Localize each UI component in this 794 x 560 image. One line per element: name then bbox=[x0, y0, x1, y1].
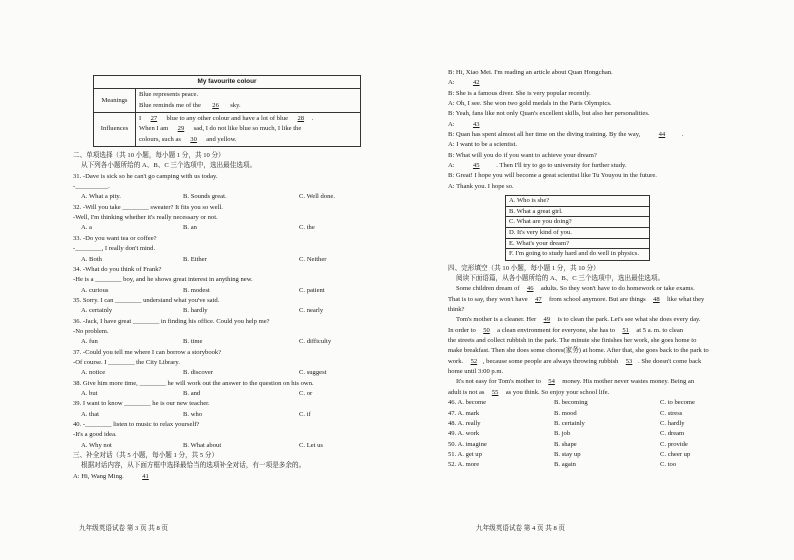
cloze-option-a[interactable]: 48. A. really bbox=[448, 419, 481, 427]
q36: 36. -Jack, I have great ________ in finding his office. Could you help me? -No problem. A. fun B. time C. difficulty bbox=[73, 317, 365, 348]
blank-50[interactable]: 50 bbox=[483, 326, 490, 334]
passage-line: work. 52 , because some people are always throwing rubbish 53 . She doesn't come back bbox=[448, 357, 746, 367]
cloze-option-a[interactable]: 46. A. become bbox=[448, 399, 487, 407]
influences-cell: I 27 blue to any other colour and have a lot of blue 28 . When I am 29 sad, I do not like blue so much, I like the colours, such as 30 and yellow. bbox=[136, 113, 361, 147]
blank-30[interactable]: 30 bbox=[190, 135, 197, 143]
cloze-option-row bbox=[448, 409, 746, 419]
q33-options: A. Both B. Either C. Neither bbox=[81, 255, 327, 263]
q32-options: A. a B. an C. the bbox=[81, 224, 315, 232]
cloze-option-b[interactable]: B. certainly bbox=[554, 419, 585, 427]
q31-options: A. What a pity. B. Sounds great. C. Well done. bbox=[81, 193, 335, 201]
passage-line: make breakfast. Then she does some chores(家务) at home. After that, she goes back to the park to bbox=[448, 347, 709, 355]
q36-options: A. fun B. time C. difficulty bbox=[81, 338, 332, 346]
passage-line: In order to 50 a clean environment for everyone, she has to 51 at 5 a. m. to clean bbox=[448, 326, 746, 336]
option-a[interactable]: A. Who is she? bbox=[506, 196, 649, 207]
q40: 40. -________ listen to music to relax yourself? -It's a good idea. A. Why not B. What about C. Let us bbox=[73, 420, 365, 451]
cloze-passage bbox=[448, 284, 746, 398]
q31-answer-blank[interactable]: __________. bbox=[75, 183, 110, 191]
table-title: My favourite colour bbox=[94, 76, 361, 89]
option-d[interactable]: D. It's very kind of you. bbox=[506, 228, 649, 239]
blank-44[interactable]: 44 bbox=[658, 131, 666, 139]
cloze-option-b[interactable]: B. stay up bbox=[554, 450, 581, 458]
cloze-option-row bbox=[448, 398, 746, 408]
blank-55[interactable]: 55 bbox=[491, 388, 499, 396]
passage-line: It's not easy for Tom's mother to 54 money. His mother never wastes money. Being an bbox=[448, 377, 746, 387]
blank-49[interactable]: 49 bbox=[543, 316, 551, 324]
blank-27[interactable]: 27 bbox=[150, 115, 158, 123]
q32: 32. -Will you take ________ sweater? It fits you so well. -Well, I'm thinking whether it's really necessary or not. A. a B. an C. the bbox=[73, 203, 365, 234]
page-4-footer: 九年级英语试卷 第 4 页 共 8 页 bbox=[476, 525, 566, 532]
cloze-option-b[interactable]: B. job bbox=[554, 430, 571, 438]
q39-options: A. that B. who C. if bbox=[81, 410, 311, 418]
exam-page-4 bbox=[397, 0, 794, 560]
section-4-title: 四、完形填空（共 10 小题，每小题 1 分，共 10 分） bbox=[448, 264, 600, 272]
option-b[interactable]: B. What a great girl. bbox=[506, 207, 649, 218]
q31: 31. -Dave is sick so he can't go camping with us today. -__________. A. What a pity. B. Sounds great. C. Well done. bbox=[73, 172, 365, 203]
blank-43[interactable]: 43 bbox=[472, 120, 480, 128]
cloze-option-c[interactable]: C. dream bbox=[660, 430, 685, 438]
cloze-option-c[interactable]: C. to become bbox=[660, 399, 695, 407]
cloze-option-c[interactable]: C. cheer up bbox=[660, 450, 691, 458]
passage-line: Some children dream of 46 adults. So they won't have to do homework or take exams. bbox=[448, 284, 746, 294]
cloze-option-b[interactable]: B. mood bbox=[554, 409, 577, 417]
section-3-title: 三、补全对话（共 5 小题，每小题 1 分，共 5 分） bbox=[73, 452, 219, 460]
blank-51[interactable]: 51 bbox=[622, 326, 629, 334]
option-e[interactable]: E. What's your dream? bbox=[506, 239, 649, 250]
meanings-header: Meanings bbox=[94, 89, 136, 113]
q33: 33. -Do you want tea or coffee? -________, I really don't mind. A. Both B. Either C. Neither bbox=[73, 234, 365, 265]
blank-46[interactable]: 46 bbox=[526, 285, 534, 293]
blank-41[interactable]: 41 bbox=[142, 472, 149, 480]
cloze-option-row bbox=[448, 460, 746, 470]
q37-options: A. notice B. discover C. suggest bbox=[81, 369, 327, 377]
influences-header: Influences bbox=[94, 113, 136, 147]
blank-42[interactable]: 42 bbox=[472, 79, 480, 87]
page-3-content bbox=[73, 68, 365, 482]
cloze-option-b[interactable]: B. again bbox=[554, 461, 576, 469]
q34: 34. -What do you think of Frank? -He is a ________ boy, and he shows great interest in anything new. A. curious B. modest C. patient bbox=[73, 265, 365, 296]
section-2-title: 二、单项选择（共 10 小题，每小题 1 分，共 10 分） bbox=[73, 152, 225, 160]
cloze-options bbox=[448, 398, 746, 470]
q40-options: A. Why not B. What about C. Let us bbox=[81, 441, 323, 449]
q38-options: A. but B. and C. or bbox=[81, 389, 313, 397]
dialogue-options-box bbox=[505, 195, 650, 261]
passage-line: That is to say, they won't have 47 from school anymore. But are things 48 like what they bbox=[448, 295, 746, 305]
page-4-content bbox=[448, 68, 746, 471]
meanings-cell: Blue represents peace. Blue reminds me of the 26 sky. bbox=[136, 89, 361, 113]
passage-line: Tom's mother is a cleaner. Her 49 is to clean the park. Let's see what she does every day. bbox=[448, 315, 746, 325]
q38: 38. Give him more time, ________ he will work out the answer to the question on his own. A. but B. and C. or bbox=[73, 379, 365, 400]
option-f[interactable]: F. I'm going to study hard and do well in physics. bbox=[509, 250, 639, 258]
page-3-footer: 九年级英语试卷 第 3 页 共 8 页 bbox=[79, 525, 169, 532]
cloze-option-a[interactable]: 50. A. imagine bbox=[448, 440, 487, 448]
cloze-option-b[interactable]: B. shape bbox=[554, 440, 577, 448]
cloze-option-a[interactable]: 49. A. work bbox=[448, 430, 480, 438]
cloze-option-c[interactable]: C. stress bbox=[660, 409, 683, 417]
passage-line: think? bbox=[448, 306, 465, 314]
cloze-option-c[interactable]: C. provide bbox=[660, 440, 688, 448]
section-3-instruction: 根据对话内容，从下面方框中选择最恰当的选项补全对话，有一项是多余的。 bbox=[81, 462, 306, 470]
cloze-option-b[interactable]: B. becoming bbox=[554, 399, 588, 407]
cloze-option-c[interactable]: C. too bbox=[660, 461, 677, 469]
passage-line: home until 3:00 p.m. bbox=[448, 368, 504, 376]
cloze-option-a[interactable]: 47. A. mark bbox=[448, 409, 480, 417]
blank-45[interactable]: 45 bbox=[472, 162, 480, 170]
blank-28[interactable]: 28 bbox=[297, 115, 305, 123]
cloze-option-c[interactable]: C. hardly bbox=[660, 419, 685, 427]
blank-53[interactable]: 53 bbox=[625, 357, 633, 365]
dialogue: B: Hi, Xiao Mei. I'm reading an article about Quan Hongchan. A: 42 B: She is a famous diver. She is very popular recently. A: Oh, I see. She won two gold medals in the Paris Olympics. B: Yeah, fans like not only Quan's excellent skills, but also her personalities. A: 43 B: Quan has spent almost all her time on the diving training. By the way, 44 . A: I want to be a scientist. B: What will you do if you want to achieve your dream? A: 45 . Then I'll try to go to university for further study. B: Great! I hope you will become a great scientist like Tu Youyou in the future. A: Thank you. I hope so. bbox=[448, 69, 684, 190]
q35: 35. Sorry. I can ________ understand what you've said. A. certainly B. hardly C. nearly bbox=[73, 296, 365, 317]
blank-52[interactable]: 52 bbox=[470, 357, 478, 365]
passage-line: the streets and collect rubbish in the park. The minute she finishes her work, she goes home to bbox=[448, 337, 697, 345]
option-c[interactable]: C. What are you doing? bbox=[506, 217, 649, 228]
section-2-instruction: 从下列各小题所给的 A、B、C 三个选项中，选出最佳选项。 bbox=[81, 162, 257, 170]
cloze-option-row bbox=[448, 440, 746, 450]
q35-options: A. certainly B. hardly C. nearly bbox=[81, 307, 324, 315]
cloze-option-row bbox=[448, 450, 746, 460]
q39: 39. I want to know ________ he is our new teacher. A. that B. who C. if bbox=[73, 399, 365, 420]
cloze-option-row bbox=[448, 419, 746, 429]
cloze-option-row bbox=[448, 429, 746, 439]
cloze-option-a[interactable]: 51. A. get up bbox=[448, 450, 482, 458]
blank-29[interactable]: 29 bbox=[177, 125, 185, 133]
blank-48[interactable]: 48 bbox=[653, 295, 660, 303]
cloze-option-a[interactable]: 52. A. more bbox=[448, 461, 480, 469]
blank-26[interactable]: 26 bbox=[212, 101, 219, 109]
favourite-colour-table bbox=[93, 75, 361, 147]
q34-options: A. curious B. modest C. patient bbox=[81, 286, 325, 294]
blank-54[interactable]: 54 bbox=[548, 378, 555, 386]
section-4-instruction: 阅读下面语篇，从各小题所给的 A、B、C 三个选项中，选出最佳选项。 bbox=[456, 275, 665, 283]
passage-line: adult is not as 55 as you think. So enjoy your school life. bbox=[448, 388, 746, 398]
blank-47[interactable]: 47 bbox=[535, 295, 542, 303]
q37: 37. -Could you tell me where I can borrow a storybook? -Of course. I ________ the City Library. A. notice B. discover C. suggest bbox=[73, 348, 365, 379]
dialogue-line-1: A: Hi, Wang Ming. 41 bbox=[73, 472, 365, 482]
